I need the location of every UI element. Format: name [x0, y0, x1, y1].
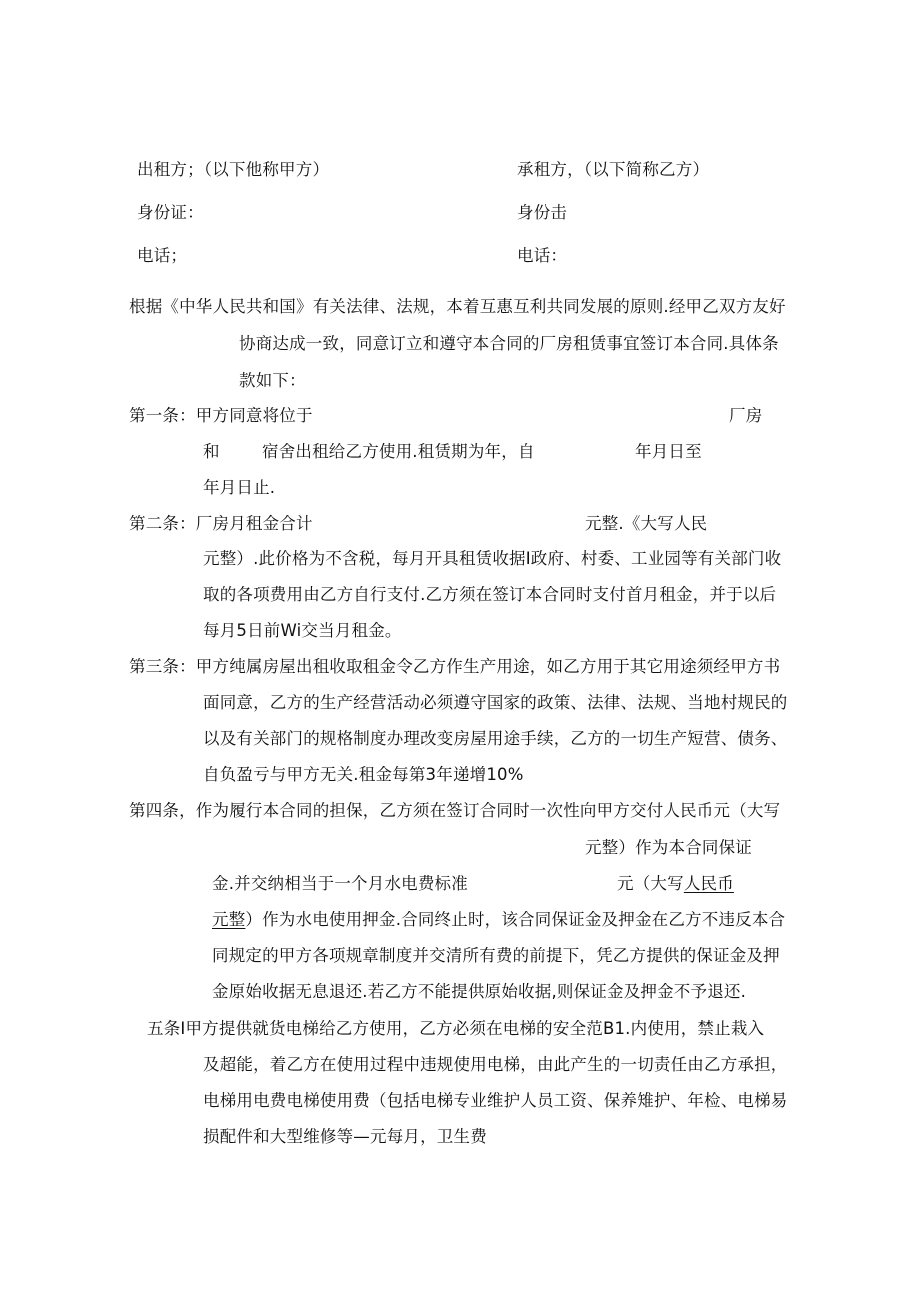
article-3-line: 自负盈亏与甲方无关.租金每第3年递增10% — [203, 765, 524, 784]
article-5-line: 损配件和大型维修等—元每月，卫生费 — [203, 1127, 487, 1146]
article-4-line — [212, 909, 785, 931]
article-4-text: 元（大写 — [617, 874, 684, 893]
lessor-phone-label: 电话； — [137, 246, 188, 265]
article-1-line: 和 — [203, 442, 220, 461]
article-1-line: 年月日止. — [203, 478, 276, 497]
article-1-line: 年月日至 — [635, 442, 702, 461]
preamble-line: 协商达成一致，同意订立和遵守本合同的厂房租赁事宜签订本合同.具体条 — [239, 334, 779, 353]
lessor-label: 出租方；（以下他称甲方） — [137, 160, 330, 179]
article-2-line: 每月5日前Wi交当月租金。 — [203, 621, 402, 640]
article-4-line: 第四条，作为履行本合同的担保，乙方须在签订合同时一次性向甲方交付人民币元（大写 — [129, 801, 781, 820]
article-5-line: 五条I甲方提供就货电梯给乙方使用，乙方必须在电梯的安全范B1.内使用，禁止栽入 — [147, 1019, 765, 1038]
article-2-line: 元整.《大写人民 — [585, 514, 708, 533]
article-4-line — [617, 873, 734, 895]
lessee-phone-label: 电话： — [517, 246, 568, 265]
article-1-line: 厂房 — [729, 406, 763, 425]
article-3-line: 以及有关部门的规格制度办理改变房屋用途手续，乙方的一切生产短营、债务、 — [203, 729, 788, 748]
lessee-label: 承租方，（以下简称乙方） — [517, 160, 710, 179]
article-2-line: 元整）.此价格为不含税，每月开具租赁收据I政府、村委、工业园等有关部门收 — [203, 549, 782, 568]
lessee-id-label: 身份击 — [517, 203, 568, 222]
article-4-underlined-text: 元整 — [212, 910, 246, 929]
article-4-underlined-text: 人民币 — [683, 874, 734, 893]
article-2-line: 第二条：厂房月租金合计 — [129, 514, 313, 533]
preamble-line: 款如下： — [239, 371, 306, 390]
article-4-line: 同规定的甲方各项规章制度并交清所有费的前提下，凭乙方提供的保证金及押 — [212, 946, 780, 965]
lessor-id-label: 身份证： — [137, 203, 204, 222]
article-5-line: 电梯用电费电梯使用费（包括电梯专业维护人员工资、保养雉护、年检、电梯易 — [203, 1091, 788, 1110]
article-3-line: 第三条：甲方纯属房屋出租收取租金令乙方作生产用途，如乙方用于其它用途须经甲方书 — [129, 657, 781, 676]
article-5-line: 及超能，着乙方在使用过程中违规使用电梯，由此产生的一切责任由乙方承担， — [203, 1055, 788, 1074]
article-4-line: 金.并交纳相当于一个月水电费标准 — [212, 874, 468, 893]
article-2-line: 取的各项费用由乙方自行支付.乙方须在签订本合同时支付首月租金，并于以后 — [203, 585, 777, 604]
article-3-line: 面同意，乙方的生产经营活动必须遵守国家的政策、法律、法规、当地村规民的 — [203, 693, 788, 712]
preamble-line: 根据《中华人民共和国》有关法律、法规，本着互惠互利共同发展的原则.经甲乙双方友好 — [129, 297, 786, 316]
article-1-line: 第一条：甲方同意将位于 — [129, 406, 313, 425]
article-4-line: 金原始收据无息退还.若乙方不能提供原始收据,则保证金及押金不予退还. — [212, 982, 747, 1001]
article-4-line: 元整）作为本合同保证 — [585, 838, 752, 857]
article-1-line: 宿舍出租给乙方使用.租赁期为年，自 — [262, 442, 535, 461]
article-4-text: ）作为水电使用押金.合同终止时，该合同保证金及押金在乙方不违反本合 — [245, 910, 786, 929]
